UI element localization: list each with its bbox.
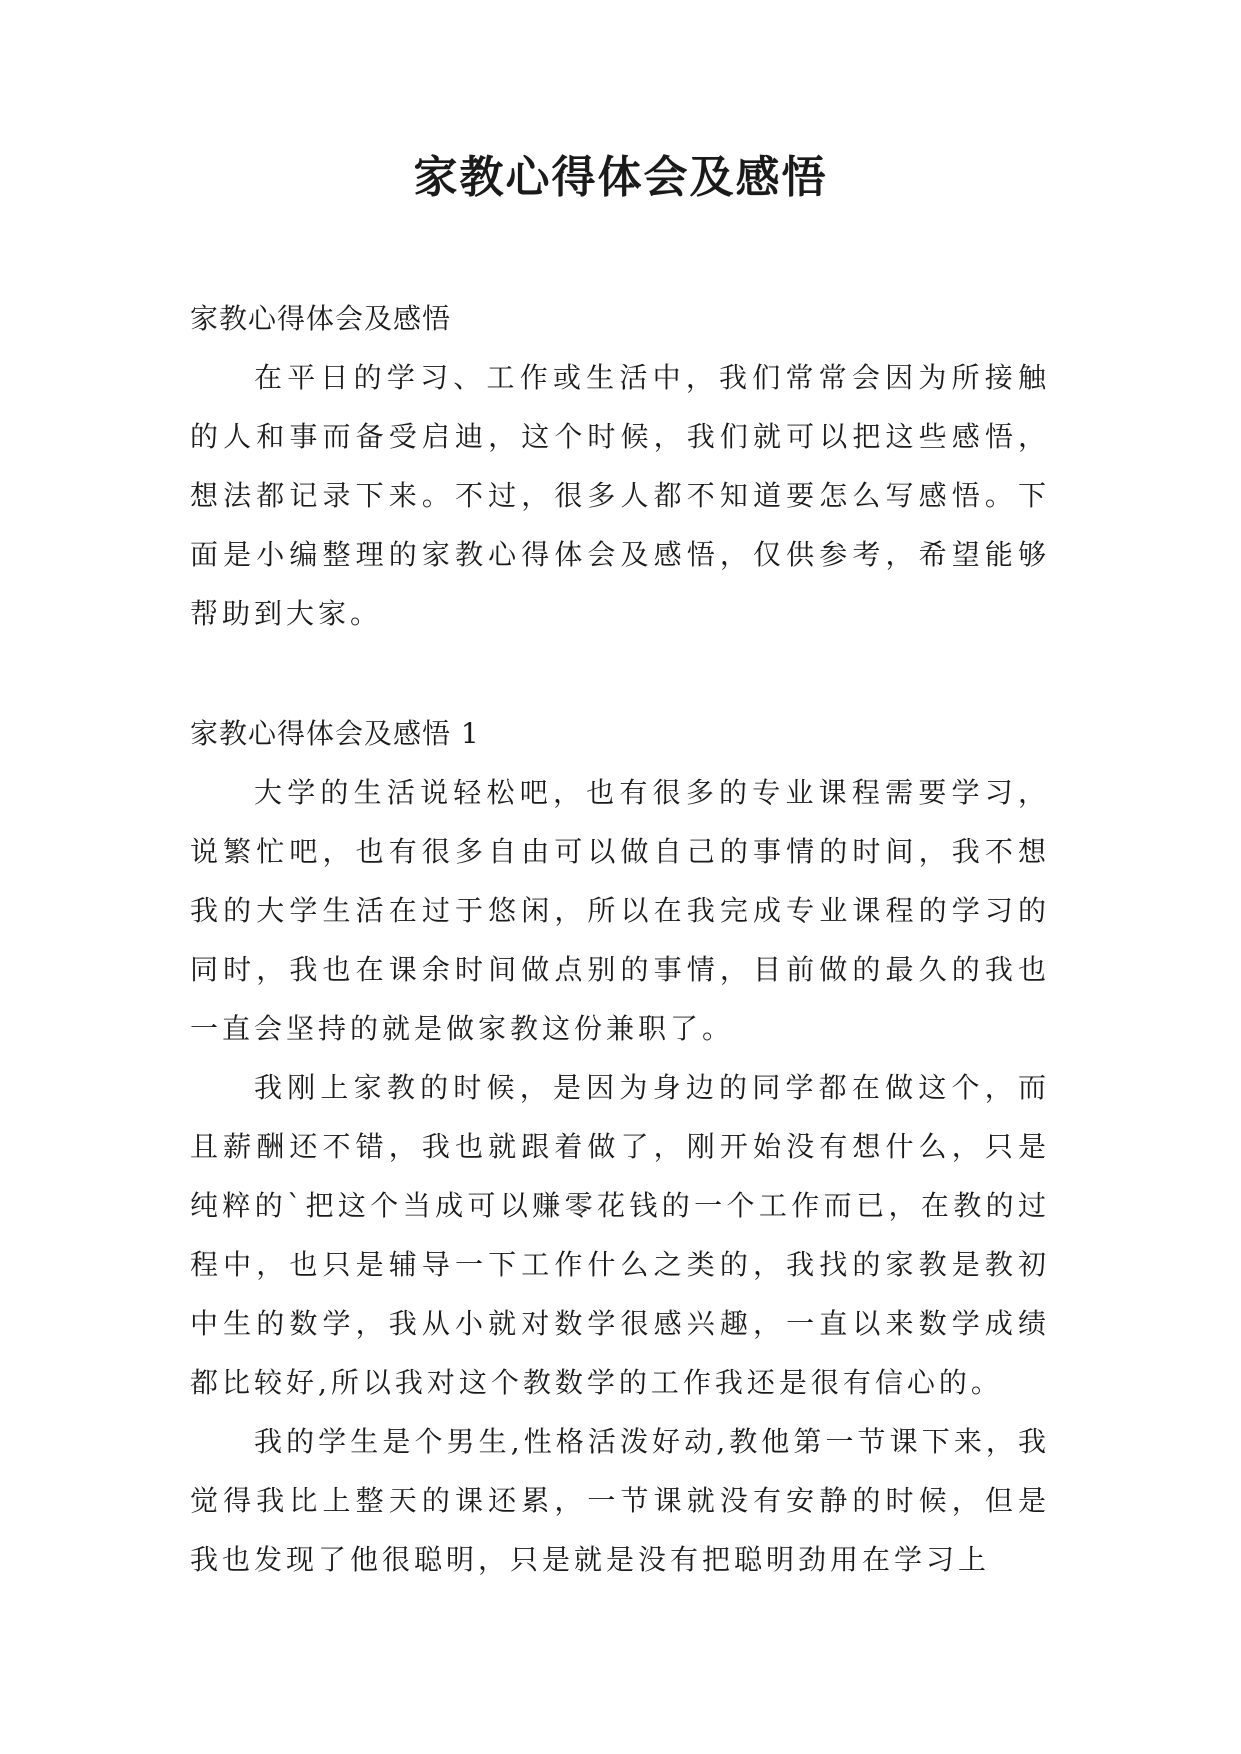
document-body (190, 290, 1050, 1589)
intro-paragraph: 在平日的学习、工作或生活中，我们常常会因为所接触的人和事而备受启迪，这个时候，我们就可以把这些感悟，想法都记录下来。不过，很多人都不知道要怎么写感悟。下面是小编整理的家教心得体会及感悟，仅供参考，希望能够帮助到大家。 (190, 361, 1050, 630)
section1-paragraph: 大学的生活说轻松吧，也有很多的专业课程需要学习，说繁忙吧，也有很多自由可以做自己的事情的时间，我不想我的大学生活在过于悠闲，所以在我完成专业课程的学习的同时，我也在课余时间做点别的事情，目前做的最久的我也一直会坚持的就是做家教这份兼职了。 (190, 776, 1050, 1045)
document-title: 家教心得体会及感悟 (413, 152, 828, 203)
section1-heading: 家教心得体会及感悟 1 (190, 717, 480, 750)
section1-paragraph: 我刚上家教的时候，是因为身边的同学都在做这个，而且薪酬还不错，我也就跟着做了，刚开始没有想什么，只是纯粹的`把这个当成可以赚零花钱的一个工作而已，在教的过程中，也只是辅导一下工作什么之类的，我找的家教是教初中生的数学，我从小就对数学很感兴趣，一直以来数学成绩都比较好,所以我对这个教数学的工作我还是很有信心的。 (190, 1071, 1050, 1399)
section1-paragraph: 我的学生是个男生,性格活泼好动,教他第一节课下来，我觉得我比上整天的课还累，一节课就没有安静的时候，但是我也发现了他很聪明，只是就是没有把聪明劲用在学习上 (190, 1425, 1050, 1576)
intro-heading: 家教心得体会及感悟 (190, 302, 452, 335)
section-spacer (190, 643, 1050, 705)
